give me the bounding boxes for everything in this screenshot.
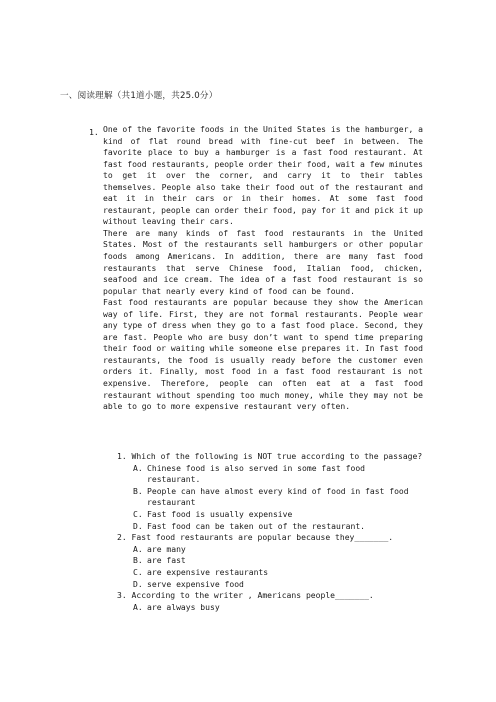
option-text: are many bbox=[147, 544, 186, 554]
passage-paragraph-3: Fast food restaurants are popular because they show the American way of life. First, they are not formal restaurants. People wear any type of dress when they go to a fast food place. Second, they are fast. People who are busy don’t want to spend time preparing their food or waiting while someone else prepares it. In fast food restaurants, the food is usually ready before the customer even orders it. Finally, most food in a fast food restaurant is not expensive. Therefore, people can often eat at a fast food restaurant without spending too much money, while they may not be able to go to more expensive restaurant very often. bbox=[103, 298, 423, 412]
option-list bbox=[133, 602, 423, 614]
question-stem: 3. According to the writer , Americans people_______. bbox=[117, 591, 374, 601]
passage-paragraph-2: There are many kinds of fast food restaurants in the United States. Most of the restaurants sell hamburgers or other popular foods among Americans. In addition, there are many fast food restaurants that serve Chinese food, Italian food, chicken, seafood and ice cream. The idea of a fast food restaurant is so popular that nearly every kind of food can be found. bbox=[103, 228, 423, 296]
option-c[interactable] bbox=[133, 509, 423, 521]
option-text: serve expensive food bbox=[147, 579, 244, 589]
option-d[interactable] bbox=[133, 521, 423, 533]
sub-question-3 bbox=[117, 590, 423, 613]
option-a[interactable] bbox=[133, 463, 423, 486]
sub-question-1 bbox=[117, 451, 423, 532]
section-title: 一、阅读理解（共1道小题，共25.0分） bbox=[60, 91, 218, 101]
option-text: are fast bbox=[147, 556, 186, 566]
sub-question-2 bbox=[117, 532, 423, 590]
passage-paragraph-1: One of the favorite foods in the United States is the hamburger, a kind of flat round bread with fine-cut beef in between. The favorite place to buy a hamburger is a fast food restaurant. At fast food restaurants, people order their food, wait a few minutes to get it over the corner, and carry it to their tables themselves. People also take their food out of the restaurant and eat it in their cars or in their homes. At some fast food restaurant, people can order their food, pay for it and pick it up without leaving their cars. bbox=[103, 125, 423, 227]
question-stem: 1. Which of the following is NOT true according to the passage? bbox=[117, 452, 423, 461]
option-text: Fast food is usually expensive bbox=[147, 509, 293, 519]
option-b[interactable] bbox=[133, 555, 423, 567]
option-text: are expensive restaurants bbox=[147, 567, 269, 577]
option-d[interactable] bbox=[133, 579, 423, 591]
option-b[interactable] bbox=[133, 486, 423, 509]
option-letter: D. bbox=[133, 579, 143, 589]
option-text: Chinese food is also served in some fast food restaurant. bbox=[147, 463, 366, 485]
option-letter: B. bbox=[133, 486, 143, 496]
option-letter: B. bbox=[133, 556, 143, 566]
option-list bbox=[133, 544, 423, 590]
option-list bbox=[133, 463, 423, 533]
option-text: Fast food can be taken out of the restaurant. bbox=[147, 521, 366, 531]
option-letter: A. bbox=[133, 463, 143, 473]
question-number: 1. bbox=[89, 127, 99, 137]
option-letter: A. bbox=[133, 544, 143, 554]
option-letter: D. bbox=[133, 521, 143, 531]
option-letter: C. bbox=[133, 567, 143, 577]
option-text: People can have almost every kind of food in fast food restaurant bbox=[147, 486, 409, 508]
question-stem: 2. Fast food restaurants are popular because they_______. bbox=[117, 533, 394, 543]
reading-passage bbox=[103, 124, 423, 413]
option-text: are always busy bbox=[147, 602, 220, 612]
option-letter: C. bbox=[133, 509, 143, 519]
sub-question-list bbox=[117, 451, 423, 613]
option-a[interactable] bbox=[133, 544, 423, 556]
option-a[interactable] bbox=[133, 602, 423, 614]
option-c[interactable] bbox=[133, 567, 423, 579]
option-letter: A. bbox=[133, 602, 143, 612]
